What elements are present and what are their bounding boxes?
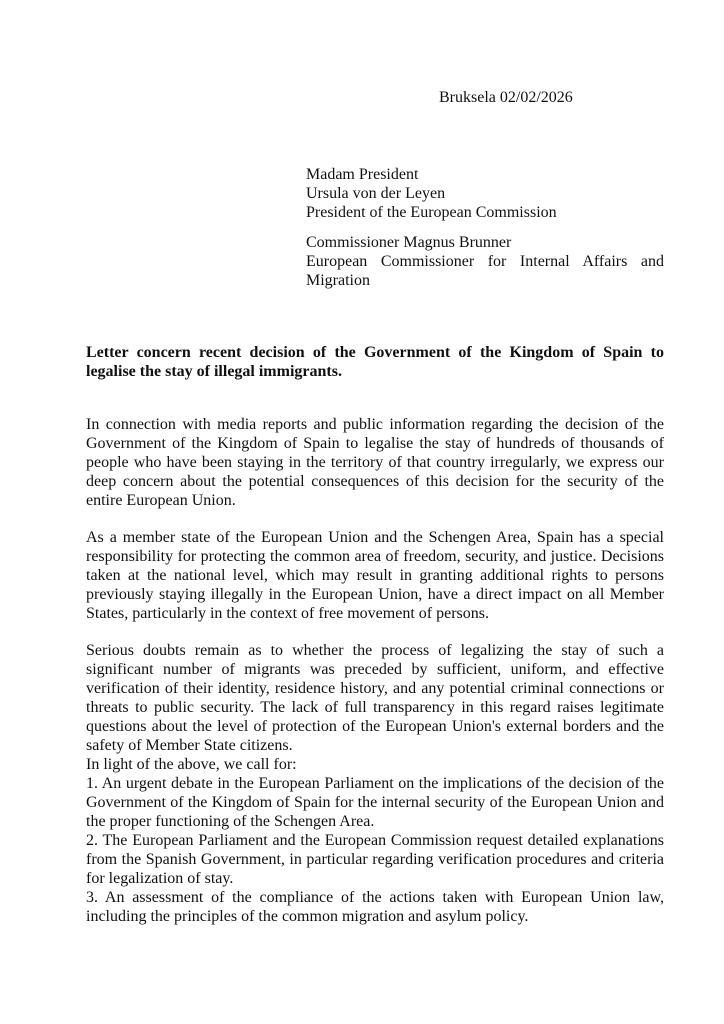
letter-subject: Letter concern recent decision of the Government of the Kingdom of Spain to legalise the stay of illegal immigrants. — [86, 344, 664, 380]
call-item-1: 1. An urgent debate in the European Parliament on the implications of the decision of the Government of the Kingdom of Spain for the internal security of the European Union and the proper functioning of the Schengen Area. — [86, 775, 664, 830]
call-item-3: 3. An assessment of the compliance of the actions taken with European Union law, including the principles of the common migration and asylum policy. — [86, 889, 664, 925]
recipient-name: Ursula von der Leyen — [306, 185, 446, 202]
body-paragraph-1: In connection with media reports and public information regarding the decision of the Government of the Kingdom of Spain to legalise the stay of hundreds of thousands of people who have been staying in the territory of that country irregularly, we express our deep concern about the potential consequences of this decision for the security of the entire European Union. — [86, 416, 664, 509]
letter-date: Bruksela 02/02/2026 — [439, 89, 573, 106]
recipient-title: President of the European Commission — [306, 204, 557, 221]
call-intro: In light of the above, we call for: — [86, 756, 297, 773]
recipient-president — [306, 165, 664, 222]
call-for-action-section — [86, 755, 664, 926]
recipient-commissioner — [306, 233, 664, 290]
recipient-salutation: Madam President — [306, 166, 419, 183]
call-item-2: 2. The European Parliament and the European Commission request detailed explanations from the Spanish Government, in particular regarding verification procedures and criteria for legalization of stay. — [86, 832, 664, 887]
recipient-title: European Commissioner for Internal Affairs and Migration — [306, 253, 664, 289]
body-paragraph-2: As a member state of the European Union and the Schengen Area, Spain has a special responsibility for protecting the common area of freedom, security, and justice. Decisions taken at the national level, which may result in granting additional rights to persons previously staying illegally in the European Union, have a direct impact on all Member States, particularly in the context of free movement of persons. — [86, 529, 664, 622]
body-paragraph-3: Serious doubts remain as to whether the process of legalizing the stay of such a significant number of migrants was preceded by sufficient, uniform, and effective verification of their identity, residence history, and any potential criminal connections or threats to public security. The lack of full transparency in this regard raises legitimate questions about the level of protection of the European Union's external borders and the safety of Member State citizens. — [86, 642, 664, 754]
recipient-name: Commissioner Magnus Brunner — [306, 234, 512, 251]
